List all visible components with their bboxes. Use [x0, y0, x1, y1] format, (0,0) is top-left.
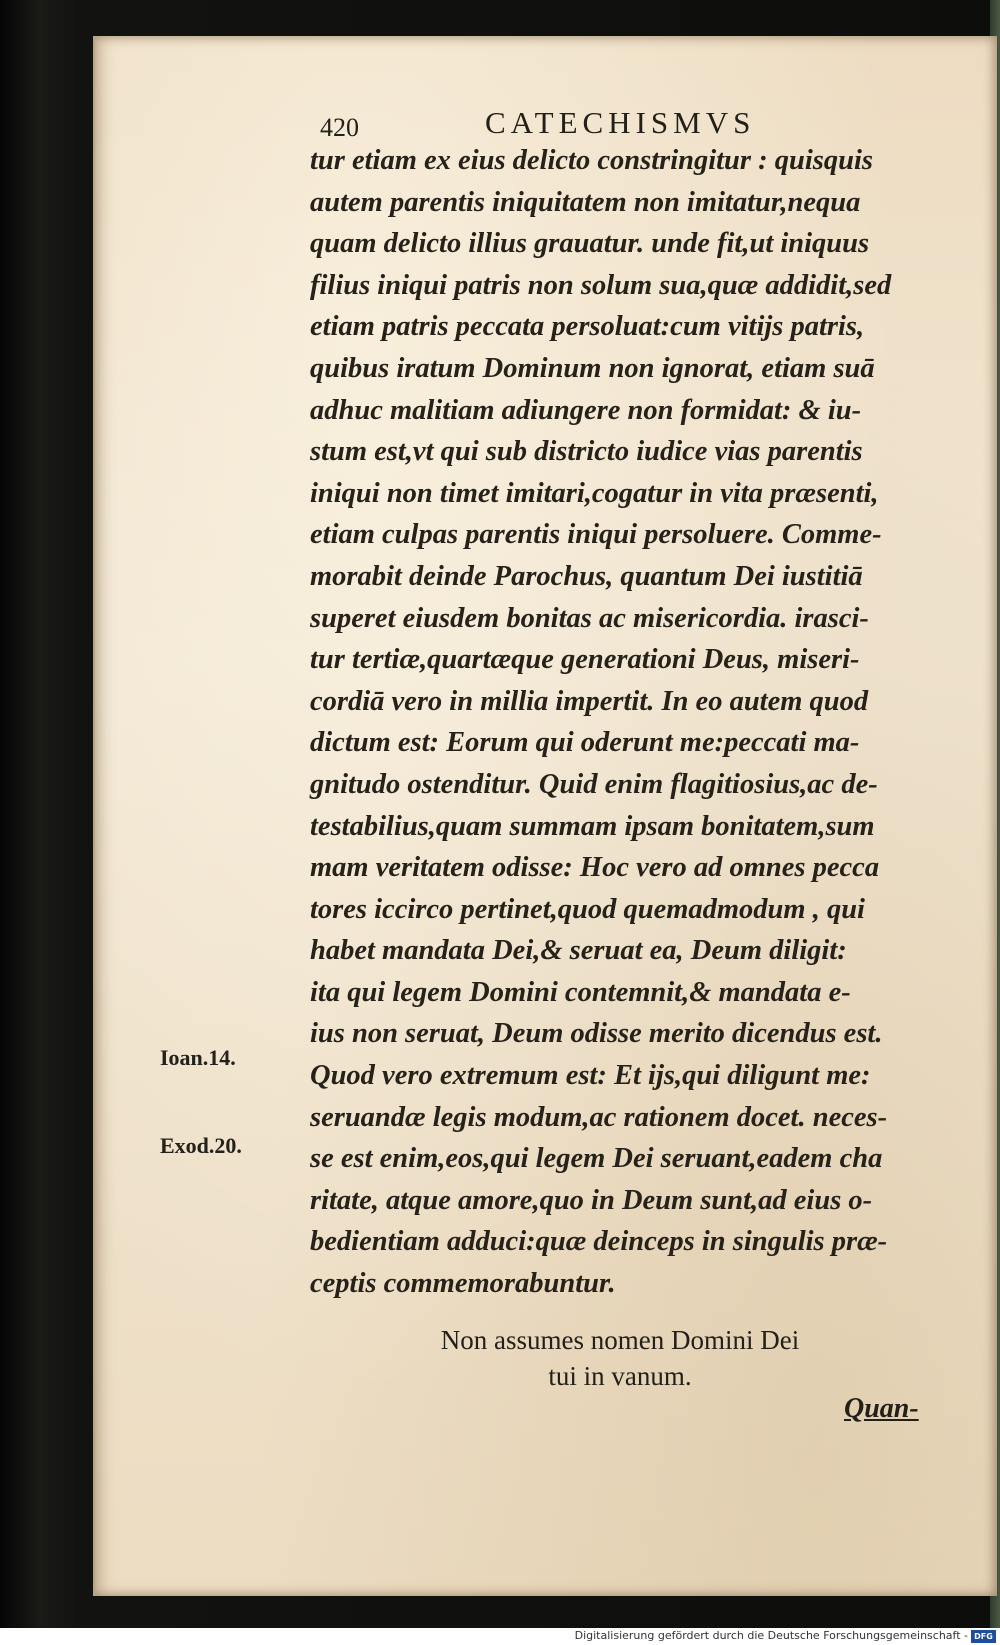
text-line: ita qui legem Domini contemnit,& mandata e- — [310, 976, 851, 1008]
text-line: bedientiam adduci:quæ deinceps in singulis præ- — [310, 1226, 888, 1258]
text-line: etiam patris peccata persoluat:cum vitijs patris, — [310, 311, 865, 343]
text-line: quibus iratum Dominum non ignorat, etiam suā — [310, 352, 875, 384]
margin-note-ioan: Ioan.14. — [160, 1045, 236, 1070]
text-line: tores iccirco pertinet,quod quemadmodum , qui — [310, 893, 865, 925]
commandment-heading — [400, 1322, 840, 1394]
margin-note-exod: Exod.20. — [160, 1133, 242, 1158]
digitization-footer — [0, 1628, 1000, 1645]
text-line: autem parentis iniquitatem non imitatur,nequa — [310, 186, 861, 218]
text-line: adhuc malitiam adiungere non formidat: & iu- — [310, 394, 862, 426]
heading-line: tui in vanum. — [548, 1361, 692, 1391]
text-line: se est enim,eos,qui legem Dei seruant,eadem cha — [310, 1143, 883, 1175]
text-line: testabilius,quam summam ipsam bonitatem,sum — [310, 810, 875, 842]
heading-line: Non assumes nomen Domini Dei — [440, 1325, 800, 1355]
text-line: mam veritatem odisse: Hoc vero ad omnes pecca — [310, 852, 880, 884]
text-line: cordiā vero in millia impertit. In eo autem quod — [310, 685, 869, 717]
text-line: ceptis commemorabuntur. — [310, 1268, 616, 1300]
page-number: 420 — [320, 113, 359, 142]
text-line: habet mandata Dei,& seruat ea, Deum diligit: — [310, 935, 847, 967]
text-line: seruandæ legis modum,ac rationem docet. neces- — [310, 1101, 888, 1133]
text-line: etiam culpas parentis iniqui persoluere. Comme- — [310, 519, 882, 551]
dfg-logo-icon: DFG — [971, 1630, 996, 1643]
text-line: dictum est: Eorum qui oderunt me:peccati ma- — [310, 727, 860, 759]
text-line: ritate, atque amore,quo in Deum sunt,ad eius o- — [310, 1184, 873, 1216]
text-line: Quod vero extremum est: Et ijs,qui diligunt me: — [310, 1060, 871, 1092]
text-line: stum est,vt qui sub districto iudice vias parentis — [310, 436, 863, 468]
text-line: filius iniqui patris non solum sua,quæ addidit,sed — [310, 269, 892, 301]
running-title: CATECHISMVS — [485, 105, 756, 140]
catchword: Quan- — [844, 1393, 919, 1424]
text-line: iniqui non timet imitari,cogatur in vita præsenti, — [310, 477, 879, 509]
text-line: quam delicto illius grauatur. unde fit,ut iniquus — [310, 228, 870, 260]
text-line: ius non seruat, Deum odisse merito dicendus est. — [310, 1018, 883, 1050]
text-line: gnitudo ostenditur. Quid enim flagitiosius,ac de- — [310, 768, 878, 800]
text-line: tur etiam ex eius delicto constringitur : quisquis — [310, 145, 873, 176]
text-line: superet eiusdem bonitas ac misericordia. irasci- — [310, 602, 869, 634]
running-header — [320, 105, 960, 145]
footer-credit: Digitalisierung gefördert durch die Deutsche Forschungsgemeinschaft - — [574, 1629, 968, 1642]
text-line: tur tertiæ,quartæque generationi Deus, miseri- — [310, 644, 860, 676]
text-line: morabit deinde Parochus, quantum Dei iustitiā — [310, 560, 863, 592]
body-text — [310, 140, 950, 1305]
